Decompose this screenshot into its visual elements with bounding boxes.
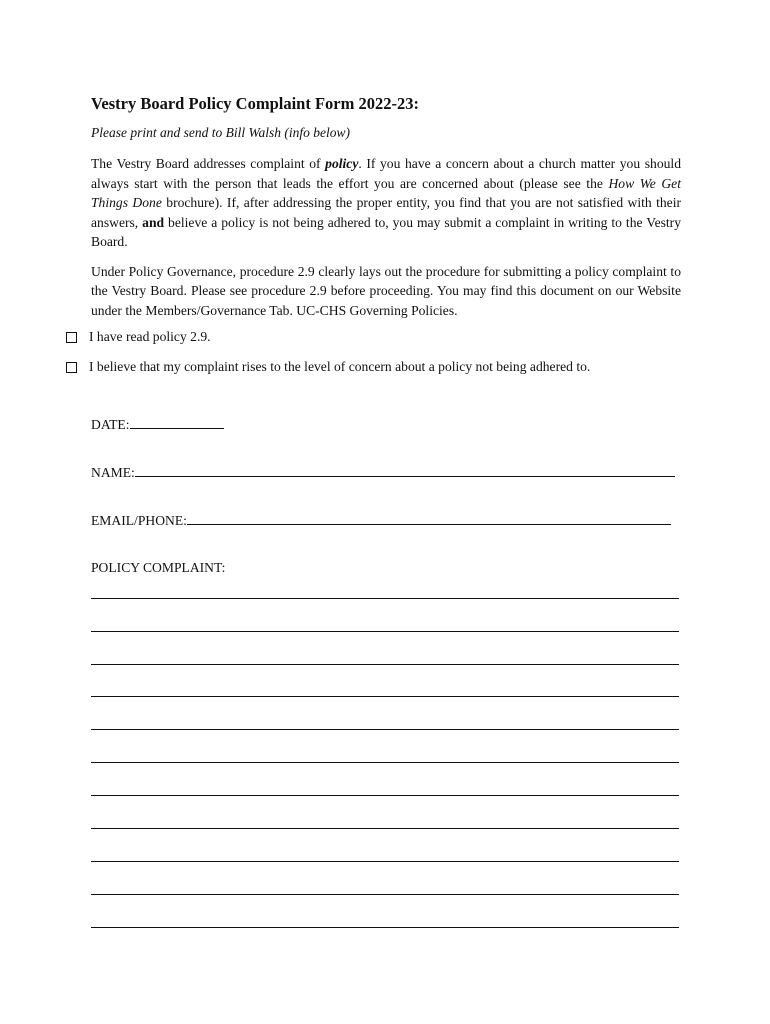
- form-title: Vestry Board Policy Complaint Form 2022-23:: [91, 94, 419, 113]
- intro-emphasis-and: and: [142, 214, 165, 230]
- form-content: [91, 94, 681, 330]
- complaint-level-label: I believe that my complaint rises to the level of concern about a policy not being adhered to.: [89, 359, 591, 374]
- intro-text-2: . If you have a concern about a church matter you should always start with the person that leads the effort you are concerned about (please see the: [91, 156, 681, 191]
- complaint-line[interactable]: [91, 598, 679, 599]
- read-policy-checkbox[interactable]: [66, 332, 77, 343]
- read-policy-label: I have read policy 2.9.: [89, 329, 211, 344]
- name-field: [91, 463, 675, 482]
- date-field: [91, 415, 224, 434]
- complaint-line[interactable]: [91, 861, 679, 862]
- intro-emphasis-policy: policy: [325, 156, 359, 171]
- checkbox-row-read-policy: [66, 328, 211, 346]
- name-label: NAME:: [91, 465, 135, 480]
- date-label: DATE:: [91, 417, 130, 432]
- complaint-line[interactable]: [91, 894, 679, 895]
- brochure-title: How We Get Things Done: [91, 175, 681, 210]
- complaint-line[interactable]: [91, 696, 679, 697]
- complaint-line[interactable]: [91, 631, 679, 632]
- policy-complaint-label: POLICY COMPLAINT:: [91, 560, 226, 575]
- complaint-line[interactable]: [91, 664, 679, 665]
- complaint-line[interactable]: [91, 828, 679, 829]
- email-phone-blank[interactable]: [187, 511, 671, 525]
- complaint-line[interactable]: [91, 762, 679, 763]
- intro-text-3: brochure). If, after addressing the proper entity, you find that you are not satisfied with their answers,: [91, 195, 681, 230]
- complaint-level-checkbox[interactable]: [66, 362, 77, 373]
- complaint-line[interactable]: [91, 927, 679, 928]
- governance-paragraph: Under Policy Governance, procedure 2.9 clearly lays out the procedure for submitting a policy complaint to the Vestry Board. Please see procedure 2.9 before proceeding. You may find this document on our Website under the Members/Governance Tab. UC-CHS Governing Policies.: [91, 263, 681, 318]
- intro-text-4: believe a policy is not being adhered to, you may submit a complaint in writing to the Vestry Board.: [91, 214, 681, 249]
- checkbox-row-complaint-level: [66, 358, 590, 376]
- intro-paragraph: [91, 154, 681, 252]
- complaint-line[interactable]: [91, 729, 679, 730]
- policy-complaint-heading: [91, 559, 225, 577]
- complaint-line[interactable]: [91, 795, 679, 796]
- name-blank[interactable]: [135, 463, 675, 477]
- email-phone-label: EMAIL/PHONE:: [91, 513, 187, 528]
- date-blank[interactable]: [130, 415, 224, 429]
- form-subtitle: Please print and send to Bill Walsh (info below): [91, 125, 350, 140]
- email-phone-field: [91, 511, 671, 530]
- intro-text-1: The Vestry Board addresses complaint of: [91, 156, 326, 171]
